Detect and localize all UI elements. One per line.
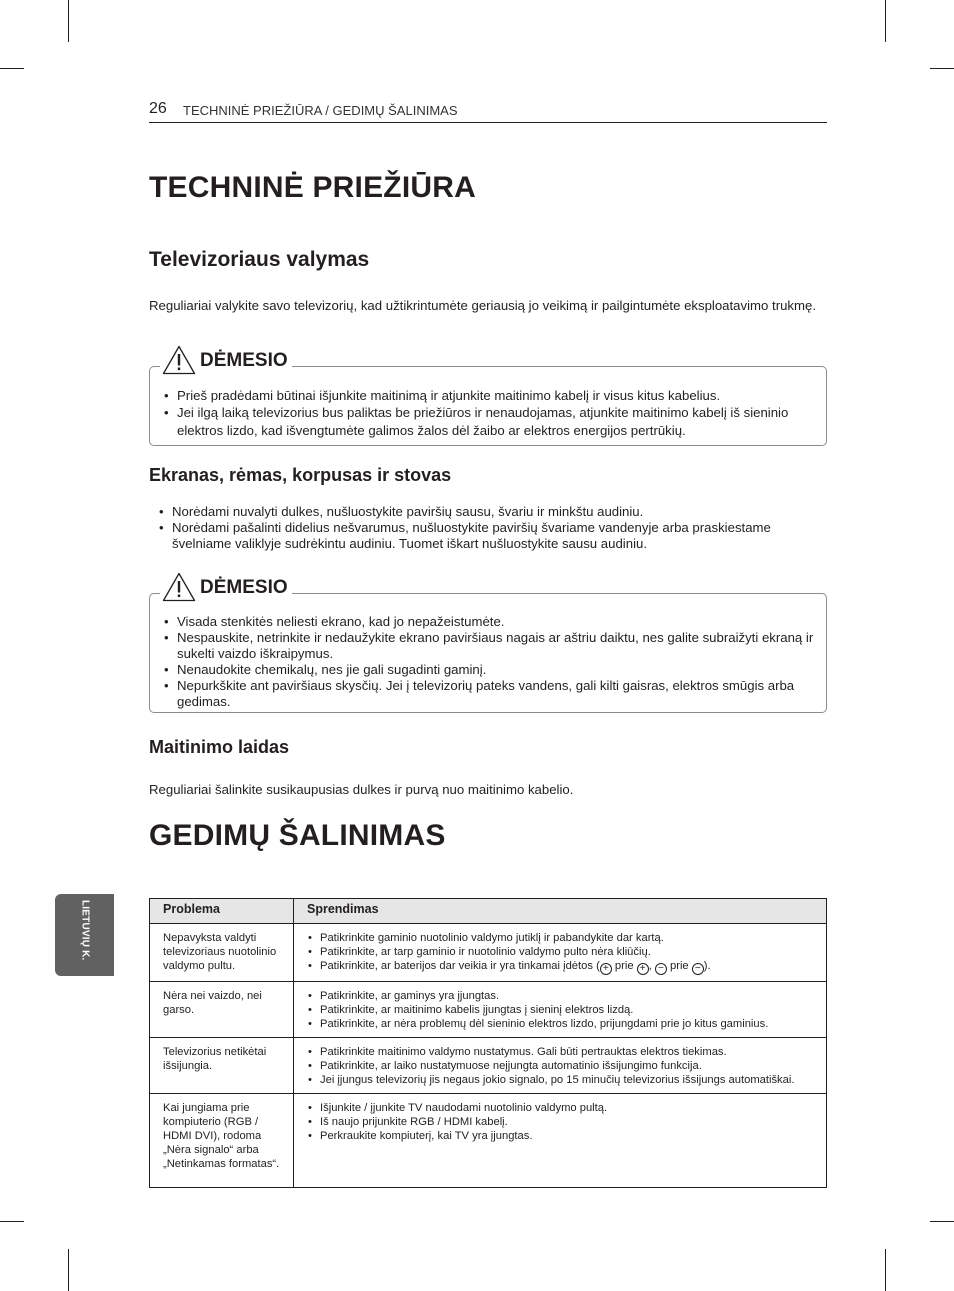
table-row bbox=[150, 1038, 827, 1094]
battery-text: , bbox=[648, 960, 655, 972]
screen-cleaning-list bbox=[159, 504, 824, 552]
solution-cell bbox=[294, 924, 827, 982]
section-title-maintenance: TECHNINĖ PRIEŽIŪRA bbox=[149, 171, 476, 204]
crop-mark bbox=[0, 68, 24, 69]
solution-cell bbox=[294, 1038, 827, 1094]
problem-cell: Kai jungiama prie kompiuterio (RGB / HDMI DVI), rodoma „Nėra signalo“ arba „Netinkamas formatas“. bbox=[150, 1094, 294, 1188]
list-item: • Nepurkškite ant paviršiaus skysčių. Jei į televizorių pateks vandens, gali kilti gaisras, elektros smūgis arba gedimas. bbox=[164, 678, 814, 710]
language-tab-label: LIETUVIŲ K. bbox=[79, 900, 91, 961]
caution-list bbox=[164, 388, 814, 440]
battery-text: prie bbox=[611, 960, 637, 972]
problem-cell: Nepavyksta valdyti televizoriaus nuotolinio valdymo pultu. bbox=[150, 924, 294, 982]
warning-triangle-icon bbox=[162, 345, 196, 375]
minus-circle-icon: − bbox=[692, 963, 704, 975]
list-item: • Patikrinkite, ar gaminys yra įjungtas. bbox=[308, 989, 820, 1003]
page-number: 26 bbox=[149, 100, 167, 117]
battery-text: ). bbox=[703, 960, 711, 972]
battery-text: prie bbox=[666, 960, 692, 972]
crop-mark bbox=[930, 68, 954, 69]
caution-box bbox=[149, 577, 827, 713]
table-row bbox=[150, 1094, 827, 1188]
column-header-problem: Problema bbox=[150, 899, 294, 924]
list-item: • Visada stenkitės neliesti ekrano, kad jo nepažeistumėte. bbox=[164, 614, 814, 630]
crop-mark bbox=[68, 0, 69, 42]
list-item: • Prieš pradėdami būtinai išjunkite maitinimą ir atjunkite maitinimo kabelį ir visus kitus kabelius. bbox=[164, 388, 814, 404]
solution-cell bbox=[294, 982, 827, 1038]
crop-mark bbox=[885, 0, 886, 42]
section-title-troubleshooting: GEDIMŲ ŠALINIMAS bbox=[149, 819, 446, 852]
problem-cell: Televizorius netikėtai išsijungia. bbox=[150, 1038, 294, 1094]
running-header bbox=[149, 100, 827, 123]
caution-header bbox=[160, 568, 292, 602]
crop-mark bbox=[68, 1249, 69, 1291]
warning-triangle-icon bbox=[162, 572, 196, 602]
list-item: • Iš naujo prijunkite RGB / HDMI kabelį. bbox=[308, 1115, 820, 1129]
subsection-title-screen: Ekranas, rėmas, korpusas ir stovas bbox=[149, 465, 452, 485]
plus-circle-icon: + bbox=[637, 963, 649, 975]
table-row bbox=[150, 924, 827, 982]
caution-title: DĖMESIO bbox=[200, 350, 288, 371]
list-item: • Patikrinkite maitinimo valdymo nustatymus. Gali būti pertrauktas elektros tiekimas. bbox=[308, 1045, 820, 1059]
list-item: • Patikrinkite, ar tarp gaminio ir nuotolinio valdymo pulto nėra kliūčių. bbox=[308, 945, 820, 959]
column-header-solution: Sprendimas bbox=[294, 899, 827, 924]
power-cord-text: Reguliariai šalinkite susikaupusias dulkes ir purvą nuo maitinimo kabelio. bbox=[149, 782, 574, 797]
list-item: • Norėdami nuvalyti dulkes, nušluostykite paviršių sausu, švariu ir minkštu audiniu. bbox=[159, 504, 824, 520]
subsection-title-cleaning: Televizoriaus valymas bbox=[149, 248, 370, 271]
caution-box bbox=[149, 350, 827, 446]
list-item: • Išjunkite / įjunkite TV naudodami nuotolinio valdymo pultą. bbox=[308, 1101, 820, 1115]
list-item: • Jei įjungus televizorių jis negaus jokio signalo, po 15 minučių televizorius išsijungs automatiškai. bbox=[308, 1073, 820, 1087]
troubleshooting-table bbox=[149, 898, 827, 1188]
list-item: • Nespauskite, netrinkite ir nedaužykite ekrano paviršiaus nagais ar aštriu daiktu, nes galite subraižyti ekraną ir sukelti vaizdo iškraipymus. bbox=[164, 630, 814, 662]
solution-cell bbox=[294, 1094, 827, 1188]
table-row bbox=[150, 982, 827, 1038]
minus-circle-icon: − bbox=[655, 963, 667, 975]
crop-mark bbox=[885, 1249, 886, 1291]
list-item: • Patikrinkite, ar laiko nustatymuose neįjungta automatinio išsijungimo funkcija. bbox=[308, 1059, 820, 1073]
caution-list bbox=[164, 614, 814, 710]
list-item: • Patikrinkite gaminio nuotolinio valdymo jutiklį ir pabandykite dar kartą. bbox=[308, 931, 820, 945]
plus-circle-icon: + bbox=[600, 963, 612, 975]
caution-header bbox=[160, 341, 292, 375]
running-title: TECHNINĖ PRIEŽIŪRA / GEDIMŲ ŠALINIMAS bbox=[183, 103, 458, 118]
battery-text: Patikrinkite, ar baterijos dar veikia ir yra tinkamai įdėtos ( bbox=[320, 960, 600, 972]
language-side-tab bbox=[55, 894, 114, 976]
cleaning-intro: Reguliariai valykite savo televizorių, kad užtikrintumėte geriausią jo veikimą ir pailgintumėte eksploatavimo trukmę. bbox=[149, 298, 816, 313]
caution-title: DĖMESIO bbox=[200, 577, 288, 598]
problem-cell: Nėra nei vaizdo, nei garso. bbox=[150, 982, 294, 1038]
crop-mark bbox=[930, 1221, 954, 1222]
subsection-title-power-cord: Maitinimo laidas bbox=[149, 737, 290, 757]
list-item: • Nenaudokite chemikalų, nes jie gali sugadinti gaminį. bbox=[164, 662, 814, 678]
list-item: • Jei ilgą laiką televizorius bus paliktas be priežiūros ir nenaudojamas, atjunkite maitinimo kabelį iš sieninio elektros lizdo, kad išvengtumėte galimos žalos dėl žaibo ar elektros energijos pertrūkių. bbox=[164, 404, 814, 440]
list-item: • Perkraukite kompiuterį, kai TV yra įjungtas. bbox=[308, 1129, 820, 1143]
list-item bbox=[308, 959, 820, 975]
list-item: • Norėdami pašalinti didelius nešvarumus, nušluostykite paviršių švariame vandenyje arba praskiestame švelniame valiklyje sudrėkintu audiniu. Tuomet iškart nušluostykite sausu audiniu. bbox=[159, 520, 824, 552]
list-item: • Patikrinkite, ar maitinimo kabelis įjungtas į sieninį elektros lizdą. bbox=[308, 1003, 820, 1017]
crop-mark bbox=[0, 1221, 24, 1222]
table-header-row bbox=[150, 899, 827, 924]
list-item: • Patikrinkite, ar nėra problemų dėl sieninio elektros lizdo, prijungdami prie jo kitus gaminius. bbox=[308, 1017, 820, 1031]
